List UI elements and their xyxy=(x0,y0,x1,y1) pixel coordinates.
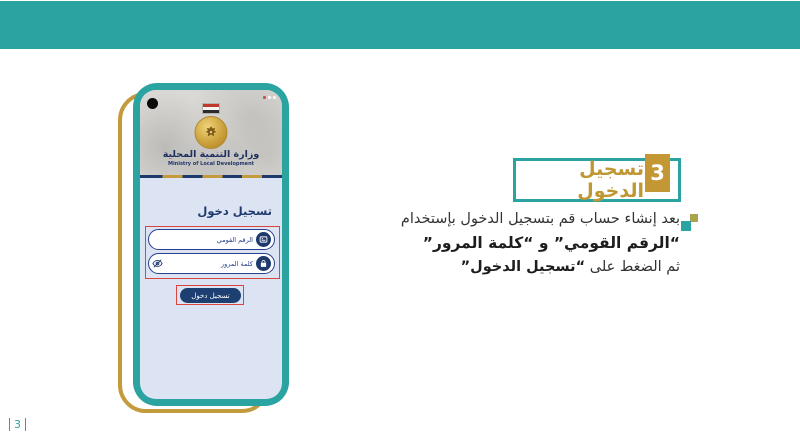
phone-mockup xyxy=(133,83,289,406)
ministry-name-english: Ministry of Local Development xyxy=(167,161,255,167)
instruction-bullet-icon xyxy=(681,214,698,231)
national-id-label: الرقم القومي xyxy=(216,235,253,244)
lock-icon xyxy=(256,256,271,271)
page-number-bar-right xyxy=(25,418,26,431)
page-number-bar-left xyxy=(9,418,10,431)
section-title: تسجيل الدخول xyxy=(577,158,644,202)
eye-off-icon[interactable] xyxy=(152,258,163,269)
login-button[interactable]: تسجيل دخول xyxy=(180,288,241,303)
instruction-line-3: ثم الضغط على “تسجيل الدخول” xyxy=(460,259,680,275)
section-number-badge: 3 xyxy=(645,154,670,192)
password-label: كلمة المرور xyxy=(221,259,253,268)
instruction-line-2: “الرقم القومي” و “كلمة المرور” xyxy=(422,234,680,252)
login-title: تسجيل دخول xyxy=(197,204,272,218)
egypt-flag-icon xyxy=(202,103,220,114)
instruction-line-1: بعد إنشاء حساب قم بتسجيل الدخول بإستخدام xyxy=(400,211,680,227)
header-divider xyxy=(140,175,282,178)
status-bar-icons xyxy=(263,96,276,99)
ministry-emblem-icon xyxy=(195,116,228,149)
section-heading-box xyxy=(513,158,681,202)
id-card-icon xyxy=(256,232,271,247)
ministry-name-arabic: وزارة التنمية المحلية xyxy=(162,149,260,160)
phone-screen xyxy=(140,90,282,399)
app-header-image xyxy=(140,90,282,178)
page-number: 3 xyxy=(9,418,26,431)
national-id-input[interactable] xyxy=(148,229,275,250)
instructions-text xyxy=(360,207,680,279)
camera-hole-icon xyxy=(147,98,158,109)
password-input[interactable] xyxy=(148,253,275,274)
top-teal-band xyxy=(0,1,800,49)
